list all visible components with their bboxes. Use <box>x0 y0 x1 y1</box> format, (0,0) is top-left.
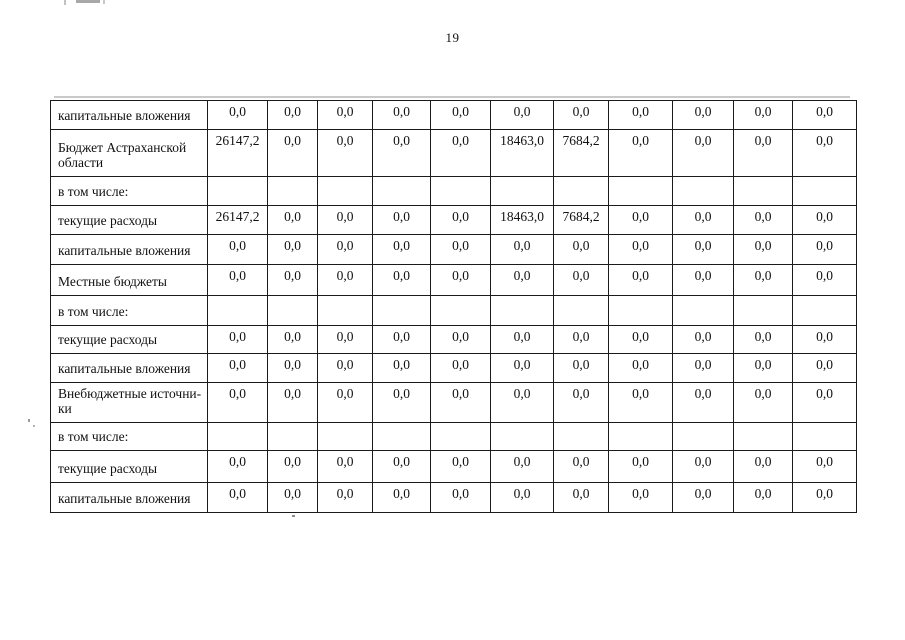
value-cell: 0,0 <box>609 235 673 265</box>
value-cell: 0,0 <box>373 265 431 296</box>
value-cell: 0,0 <box>673 101 734 130</box>
table-row <box>51 326 857 354</box>
budget-table <box>50 100 857 513</box>
value-cell: 26147,2 <box>208 130 268 177</box>
table-body <box>51 101 857 513</box>
table-row <box>51 177 857 206</box>
value-cell: 0,0 <box>734 265 793 296</box>
value-cell: 0,0 <box>373 383 431 423</box>
row-label: Внебюджетные источни-ки <box>51 383 208 423</box>
value-cell <box>734 296 793 326</box>
value-cell: 0,0 <box>554 354 609 383</box>
value-cell <box>208 423 268 451</box>
row-label: в том числе: <box>51 296 208 326</box>
row-label: в том числе: <box>51 423 208 451</box>
table-row <box>51 130 857 177</box>
table-row <box>51 206 857 235</box>
value-cell <box>673 177 734 206</box>
value-cell: 0,0 <box>734 235 793 265</box>
scan-artifact <box>28 419 30 422</box>
value-cell: 18463,0 <box>491 206 554 235</box>
value-cell: 0,0 <box>431 483 491 513</box>
value-cell: 0,0 <box>609 130 673 177</box>
value-cell: 0,0 <box>491 235 554 265</box>
value-cell: 0,0 <box>673 206 734 235</box>
value-cell: 0,0 <box>793 206 857 235</box>
row-label: текущие расходы <box>51 451 208 483</box>
row-label: в том числе: <box>51 177 208 206</box>
value-cell: 0,0 <box>673 483 734 513</box>
table-row <box>51 296 857 326</box>
value-cell: 0,0 <box>318 326 373 354</box>
value-cell <box>208 296 268 326</box>
scan-artifact <box>54 96 850 98</box>
value-cell: 0,0 <box>208 265 268 296</box>
value-cell: 0,0 <box>793 354 857 383</box>
value-cell: 0,0 <box>734 206 793 235</box>
value-cell: 0,0 <box>491 383 554 423</box>
value-cell: 0,0 <box>554 101 609 130</box>
value-cell: 0,0 <box>373 483 431 513</box>
value-cell: 0,0 <box>734 383 793 423</box>
value-cell: 0,0 <box>268 383 318 423</box>
value-cell: 0,0 <box>208 483 268 513</box>
value-cell: 0,0 <box>268 101 318 130</box>
value-cell: 0,0 <box>318 451 373 483</box>
value-cell: 0,0 <box>431 383 491 423</box>
value-cell: 0,0 <box>268 483 318 513</box>
value-cell <box>793 296 857 326</box>
value-cell <box>491 177 554 206</box>
value-cell: 0,0 <box>609 483 673 513</box>
value-cell: 0,0 <box>609 265 673 296</box>
value-cell: 0,0 <box>609 354 673 383</box>
row-label: капитальные вложения <box>51 483 208 513</box>
value-cell: 0,0 <box>609 451 673 483</box>
value-cell: 0,0 <box>609 326 673 354</box>
value-cell: 0,0 <box>554 483 609 513</box>
value-cell: 0,0 <box>268 235 318 265</box>
value-cell <box>373 423 431 451</box>
row-label: капитальные вложения <box>51 235 208 265</box>
row-label: текущие расходы <box>51 206 208 235</box>
table-row <box>51 265 857 296</box>
value-cell <box>373 177 431 206</box>
value-cell: 0,0 <box>793 483 857 513</box>
value-cell: 0,0 <box>734 130 793 177</box>
value-cell: 0,0 <box>491 265 554 296</box>
value-cell: 0,0 <box>268 354 318 383</box>
value-cell: 0,0 <box>673 235 734 265</box>
value-cell: 0,0 <box>793 451 857 483</box>
value-cell: 0,0 <box>554 265 609 296</box>
value-cell: 0,0 <box>491 326 554 354</box>
value-cell: 0,0 <box>793 130 857 177</box>
value-cell <box>793 423 857 451</box>
value-cell: 0,0 <box>491 483 554 513</box>
value-cell <box>208 177 268 206</box>
value-cell: 0,0 <box>431 451 491 483</box>
value-cell <box>318 423 373 451</box>
value-cell: 0,0 <box>208 383 268 423</box>
value-cell: 0,0 <box>268 206 318 235</box>
value-cell: 0,0 <box>431 130 491 177</box>
value-cell <box>673 423 734 451</box>
row-label: Бюджет Астраханской области <box>51 130 208 177</box>
table-row <box>51 354 857 383</box>
value-cell <box>673 296 734 326</box>
value-cell: 0,0 <box>673 130 734 177</box>
value-cell: 0,0 <box>673 265 734 296</box>
value-cell: 0,0 <box>373 235 431 265</box>
value-cell: 0,0 <box>491 101 554 130</box>
value-cell: 0,0 <box>373 101 431 130</box>
value-cell: 0,0 <box>318 101 373 130</box>
value-cell: 0,0 <box>734 483 793 513</box>
value-cell: 0,0 <box>208 235 268 265</box>
value-cell: 0,0 <box>373 130 431 177</box>
value-cell: 0,0 <box>373 354 431 383</box>
value-cell: 0,0 <box>609 383 673 423</box>
value-cell: 0,0 <box>673 451 734 483</box>
page-number: 19 <box>445 30 460 45</box>
value-cell: 0,0 <box>431 206 491 235</box>
value-cell <box>431 423 491 451</box>
value-cell: 0,0 <box>318 483 373 513</box>
value-cell: 0,0 <box>673 383 734 423</box>
scan-artifact <box>76 0 100 3</box>
value-cell: 0,0 <box>554 383 609 423</box>
value-cell <box>554 296 609 326</box>
value-cell: 0,0 <box>268 326 318 354</box>
value-cell: 0,0 <box>491 451 554 483</box>
value-cell <box>268 177 318 206</box>
value-cell: 0,0 <box>208 326 268 354</box>
table-row <box>51 423 857 451</box>
value-cell: 0,0 <box>793 326 857 354</box>
value-cell: 0,0 <box>793 265 857 296</box>
value-cell <box>268 296 318 326</box>
value-cell: 0,0 <box>318 354 373 383</box>
value-cell: 0,0 <box>318 206 373 235</box>
value-cell <box>734 177 793 206</box>
table-row <box>51 483 857 513</box>
value-cell <box>431 296 491 326</box>
value-cell <box>793 177 857 206</box>
value-cell <box>373 296 431 326</box>
value-cell: 0,0 <box>734 354 793 383</box>
value-cell: 0,0 <box>431 354 491 383</box>
value-cell: 0,0 <box>208 101 268 130</box>
value-cell: 0,0 <box>431 265 491 296</box>
value-cell: 0,0 <box>609 101 673 130</box>
value-cell: 0,0 <box>373 451 431 483</box>
value-cell <box>609 177 673 206</box>
value-cell: 0,0 <box>793 383 857 423</box>
value-cell: 26147,2 <box>208 206 268 235</box>
value-cell: 0,0 <box>318 235 373 265</box>
value-cell <box>431 177 491 206</box>
row-label: текущие расходы <box>51 326 208 354</box>
table-row <box>51 451 857 483</box>
row-label: капитальные вложения <box>51 101 208 130</box>
value-cell: 7684,2 <box>554 130 609 177</box>
value-cell: 0,0 <box>673 326 734 354</box>
value-cell: 0,0 <box>734 326 793 354</box>
row-label: капитальные вложения <box>51 354 208 383</box>
value-cell: 0,0 <box>734 451 793 483</box>
value-cell <box>609 296 673 326</box>
value-cell: 0,0 <box>268 130 318 177</box>
value-cell: 0,0 <box>431 326 491 354</box>
scan-artifact <box>33 425 35 427</box>
table-row <box>51 235 857 265</box>
value-cell <box>554 177 609 206</box>
value-cell: 18463,0 <box>491 130 554 177</box>
row-label: Местные бюджеты <box>51 265 208 296</box>
value-cell: 0,0 <box>431 101 491 130</box>
value-cell: 0,0 <box>554 235 609 265</box>
value-cell: 0,0 <box>793 235 857 265</box>
value-cell: 0,0 <box>268 265 318 296</box>
value-cell: 0,0 <box>491 354 554 383</box>
value-cell <box>318 296 373 326</box>
value-cell: 0,0 <box>554 326 609 354</box>
value-cell <box>609 423 673 451</box>
scan-artifact <box>292 515 295 517</box>
value-cell: 0,0 <box>318 383 373 423</box>
value-cell: 0,0 <box>268 451 318 483</box>
value-cell: 0,0 <box>318 265 373 296</box>
value-cell <box>318 177 373 206</box>
value-cell: 7684,2 <box>554 206 609 235</box>
value-cell <box>268 423 318 451</box>
table-row <box>51 383 857 423</box>
value-cell: 0,0 <box>373 326 431 354</box>
value-cell: 0,0 <box>609 206 673 235</box>
scan-artifact <box>64 0 66 5</box>
value-cell: 0,0 <box>208 354 268 383</box>
value-cell <box>491 296 554 326</box>
value-cell: 0,0 <box>673 354 734 383</box>
value-cell <box>734 423 793 451</box>
value-cell <box>554 423 609 451</box>
value-cell: 0,0 <box>734 101 793 130</box>
value-cell: 0,0 <box>554 451 609 483</box>
value-cell: 0,0 <box>373 206 431 235</box>
value-cell: 0,0 <box>318 130 373 177</box>
table-row <box>51 101 857 130</box>
scan-artifact <box>103 0 105 4</box>
value-cell: 0,0 <box>793 101 857 130</box>
value-cell <box>491 423 554 451</box>
value-cell: 0,0 <box>208 451 268 483</box>
value-cell: 0,0 <box>431 235 491 265</box>
